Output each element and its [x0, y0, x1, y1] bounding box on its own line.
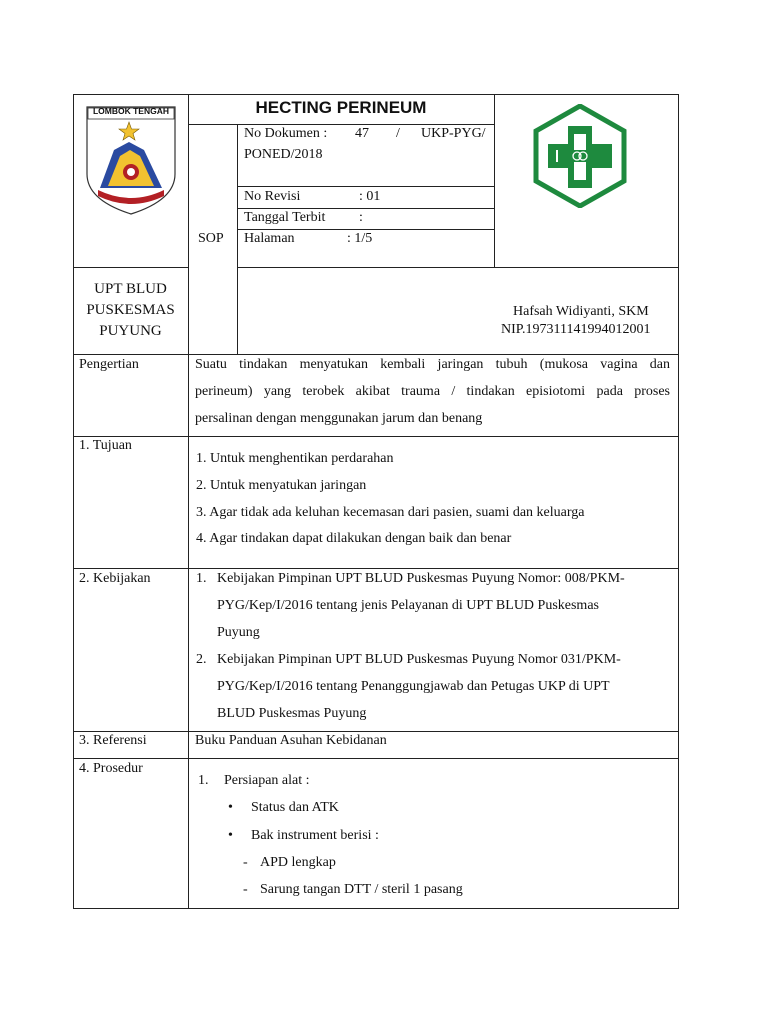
header-col-divider-1 [237, 124, 238, 355]
halaman-label: Halaman [244, 231, 295, 246]
tanggal-terbit-label: Tanggal Terbit [244, 210, 326, 225]
bullet-icon: • [228, 828, 233, 843]
kebijakan-item2-number: 2. [196, 652, 207, 667]
row-line-referensi-end [73, 758, 679, 759]
column-divider [188, 94, 189, 909]
referensi-label: 3. Referensi [79, 733, 147, 748]
bullet-icon: • [228, 800, 233, 815]
kebijakan-item2-line2: PYG/Kep/I/2016 tentang Penanggungjawab dan Petugas UKP di UPT [217, 679, 610, 694]
no-dokumen-number: 47 [355, 126, 369, 141]
header-row-line-1 [237, 186, 494, 187]
tujuan-item: 2. Untuk menyatukan jaringan [196, 478, 367, 493]
dash-icon: - [243, 855, 248, 870]
header-mid-line-left [73, 267, 188, 268]
tanggal-terbit-value: : [359, 210, 363, 225]
prosedur-dash2: Sarung tangan DTT / steril 1 pasang [260, 882, 463, 897]
prosedur-bullet2: Bak instrument berisi : [251, 828, 379, 843]
header-col-divider-2 [494, 94, 495, 268]
kebijakan-label: 2. Kebijakan [79, 571, 151, 586]
no-dokumen-code-cont: PONED/2018 [244, 147, 323, 162]
lombok-tengah-logo [84, 104, 178, 216]
pengertian-label: Pengertian [79, 357, 139, 372]
table-border-left [73, 94, 74, 909]
no-dokumen-label: No Dokumen : [244, 126, 328, 141]
prosedur-step1-text: Persiapan alat : [224, 773, 310, 788]
halaman-value: : 1/5 [347, 231, 373, 246]
prosedur-label: 4. Prosedur [79, 761, 143, 776]
page-title: HECTING PERINEUM [255, 98, 427, 117]
row-line-header-end [73, 354, 679, 355]
kebijakan-item2-line3: BLUD Puskesmas Puyung [217, 706, 367, 721]
row-line-tujuan-end [73, 568, 679, 569]
tujuan-item: 4. Agar tindakan dapat dilakukan dengan baik dan benar [196, 531, 512, 546]
org-name-line1: UPT BLUD [94, 281, 167, 297]
tujuan-item: 3. Agar tidak ada keluhan kecemasan dari pasien, suami dan keluarga [196, 505, 585, 520]
row-line-kebijakan-end [73, 731, 679, 732]
org-name-line3: PUYUNG [99, 323, 162, 339]
row-line-pengertian-end [73, 436, 679, 437]
table-border-bottom [73, 908, 679, 909]
puskesmas-logo [528, 104, 632, 208]
tujuan-item: 1. Untuk menghentikan perdarahan [196, 451, 394, 466]
kebijakan-item1-line2: PYG/Kep/I/2016 tentang jenis Pelayanan di UPT BLUD Puskesmas [217, 598, 599, 613]
table-border-right [678, 94, 679, 909]
kebijakan-item2-line1: Kebijakan Pimpinan UPT BLUD Puskesmas Puyung Nomor 031/PKM- [217, 652, 621, 667]
signer-name: Hafsah Widiyanti, SKM [513, 304, 649, 319]
kebijakan-item1-line1: Kebijakan Pimpinan UPT BLUD Puskesmas Puyung Nomor: 008/PKM- [217, 571, 625, 586]
prosedur-step1-number: 1. [198, 773, 209, 788]
header-row-line-3 [237, 229, 494, 230]
logo-caption: LOMBOK TENGAH [92, 106, 170, 116]
prosedur-dash1: APD lengkap [260, 855, 336, 870]
title-underline [188, 124, 494, 125]
sop-label: SOP [198, 231, 224, 246]
kebijakan-item1-number: 1. [196, 571, 207, 586]
referensi-text: Buku Panduan Asuhan Kebidanan [195, 733, 387, 748]
tujuan-label: 1. Tujuan [79, 438, 132, 453]
pengertian-line1: Suatu tindakan menyatukan kembali jaringan tubuh (mukosa vagina dan [195, 357, 670, 372]
pengertian-line3: persalinan dengan menggunakan jarum dan benang [195, 411, 483, 426]
pengertian-line2: perineum) yang terobek akibat trauma / tindakan episiotomi pada proses [195, 384, 670, 399]
kebijakan-item1-line3: Puyung [217, 625, 260, 640]
no-revisi-label: No Revisi [244, 189, 301, 204]
prosedur-bullet1: Status dan ATK [251, 800, 339, 815]
signer-nip: NIP.197311141994012001 [501, 322, 651, 337]
org-name-line2: PUSKESMAS [86, 302, 175, 318]
table-border-top [73, 94, 679, 95]
dash-icon: - [243, 882, 248, 897]
no-revisi-value: : 01 [359, 189, 381, 204]
header-mid-line-right [237, 267, 679, 268]
header-row-line-2 [237, 208, 494, 209]
no-dokumen-code: UKP-PYG/ [421, 126, 486, 141]
no-dokumen-slash: / [396, 126, 400, 141]
